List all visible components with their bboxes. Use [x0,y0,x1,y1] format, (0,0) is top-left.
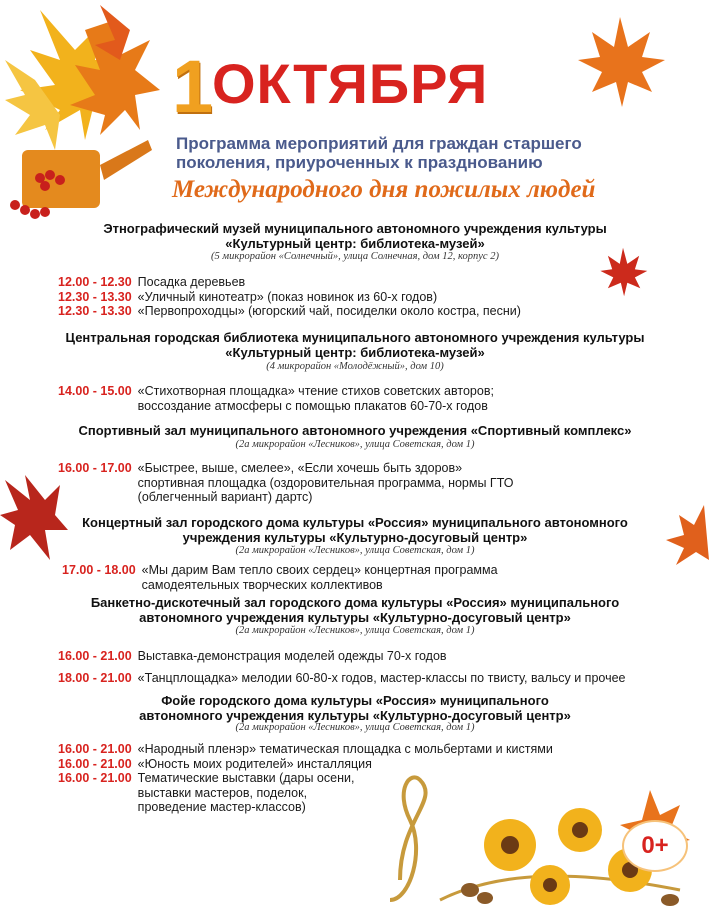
event-desc: «Первопроходцы» (югорский чай, посиделки около костра, песни) [137,304,521,318]
event-desc-line: воссоздание атмосферы с помощью плакатов 60-70-х годов [137,398,488,413]
date-month: ОКТЯБРЯ [212,52,489,115]
event-desc-line: спортивная площадка (оздоровительная программа, нормы ГТО [137,475,514,490]
event-row [58,304,658,319]
event-desc-line: проведение мастер-классов) [137,800,306,814]
event-desc-line: (облегченный вариант) дартс) [137,490,313,504]
section-2-events [58,384,658,413]
autumn-leaves-decor-topleft [0,0,180,230]
section-5-title [20,595,690,625]
event-row [58,757,618,772]
section-1-events [58,275,658,319]
section-4-address: (2а микрорайон «Лесников», улица Советская, дом 1) [235,545,475,556]
event-time: 18.00 - 21.00 [58,670,132,685]
event-desc [138,461,514,505]
section-4-title-line-1: Концертный зал городского дома культуры «Россия» муниципального автономного [82,515,628,530]
subtitle-line-2: поколения, приуроченных к празднованию [176,153,543,172]
event-time: 16.00 - 21.00 [58,649,132,663]
event-time: 16.00 - 21.00 [58,756,132,771]
event-time: 14.00 - 15.00 [58,384,132,398]
section-6-title-line-1: Фойе городского дома культуры «Россия» муниципального [161,693,549,708]
section-1-title-line-1: Этнографический музей муниципального автономного учреждения культуры [103,221,607,236]
event-time: 12.00 - 12.30 [58,275,132,289]
event-desc-line: самодеятельных творческих коллективов [141,577,383,592]
event-row [58,671,678,686]
section-4-title [20,515,690,545]
event-time: 16.00 - 21.00 [58,742,132,756]
event-time: 12.30 - 13.30 [58,289,132,304]
maple-leaf-decor-topright [570,12,670,112]
event-desc [138,771,355,815]
section-5-title-line-1: Банкетно-дискотечный зал городского дома культуры «Россия» муниципального [90,595,620,610]
age-rating-badge: 0+ [622,820,688,872]
section-1-title [20,221,690,251]
event-desc [138,384,494,413]
section-6-events [58,742,618,815]
section-1-title-line-2: «Культурный центр: библиотека-музей» [225,236,485,251]
section-5-title-line-2: автономного учреждения культуры «Культурно-досуговый центр» [139,610,571,625]
event-desc-line: «Быстрее, выше, смелее», «Если хочешь быть здоров» [137,461,463,475]
event-row [58,290,658,305]
section-6-title [20,693,690,723]
event-row [58,384,658,413]
section-6-title-line-2: автономного учреждения культуры «Культурно-досуговый центр» [139,708,571,723]
event-time: 16.00 - 21.00 [58,771,132,785]
event-row [62,563,662,592]
program-subtitle [176,134,696,172]
event-row [58,275,658,290]
section-3-events [58,461,658,505]
section-6-address: (2а микрорайон «Лесников», улица Советская, дом 1) [235,722,475,733]
event-desc [142,563,498,592]
event-row [58,649,678,664]
event-row [58,742,618,757]
event-row [58,771,618,815]
section-5-events [58,649,678,685]
section-5-address: (2а микрорайон «Лесников», улица Советская, дом 1) [235,625,475,636]
event-desc: «Народный пленэр» тематическая площадка с мольбертами и кистями [137,742,553,756]
event-desc: Выставка-демонстрация моделей одежды 70-х годов [137,649,447,663]
section-3-title [20,423,690,438]
event-time: 16.00 - 17.00 [58,461,132,475]
subtitle-line-1: Программа мероприятий для граждан старшего [176,134,582,153]
event-desc: «Уличный кинотеатр» (показ новинок из 60-х годов) [137,289,438,304]
event-row [58,461,658,505]
event-desc-line: Тематические выставки (дары осени, [137,771,355,785]
event-desc-line: выставки мастеров, поделок, [137,785,308,800]
section-4-events [62,563,662,592]
section-2-address: (4 микрорайон «Молодёжный», дом 10) [266,361,444,372]
section-2-title [20,330,690,360]
event-desc: Посадка деревьев [137,275,246,289]
holiday-title: Международного дня пожилых людей [172,176,596,203]
event-desc-line: «Мы дарим Вам тепло своих сердец» концертная программа [141,563,498,577]
date-day: 1 [172,45,214,128]
event-desc: «Танцплощадка» мелодии 60-80-х годов, мастер-классы по твисту, вальсу и прочее [137,670,626,685]
event-time: 17.00 - 18.00 [62,563,136,577]
event-desc: «Юность моих родителей» инсталляция [137,756,372,771]
event-desc-line: «Стихотворная площадка» чтение стихов советских авторов; [137,384,494,398]
event-time: 12.30 - 13.30 [58,304,132,318]
section-3-address: (2а микрорайон «Лесников», улица Советская, дом 1) [235,439,475,450]
section-4-title-line-2: учреждения культуры «Культурно-досуговый центр» [182,530,528,545]
section-1-address: (5 микрорайон «Солнечный», улица Солнечная, дом 12, корпус 2) [211,251,499,262]
section-3-title-line-1: Спортивный зал муниципального автономного учреждения «Спортивный комплекс» [78,423,632,438]
section-2-title-line-2: «Культурный центр: библиотека-музей» [225,345,485,360]
section-2-title-line-1: Центральная городская библиотека муниципального автономного учреждения культуры [65,330,645,345]
